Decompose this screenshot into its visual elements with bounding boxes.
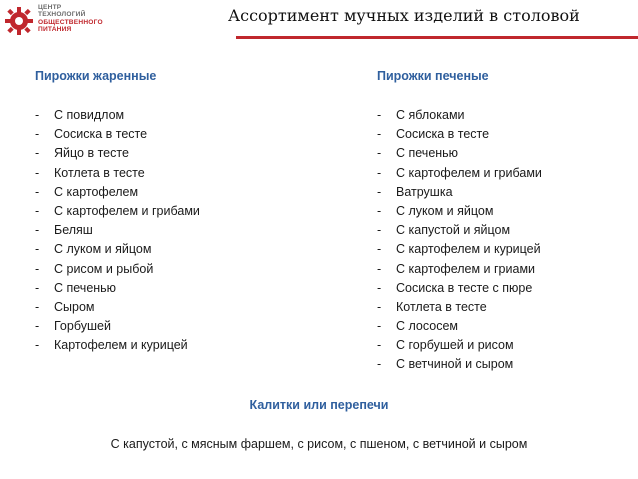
list-item-text: С горбушей и рисом bbox=[396, 338, 514, 353]
list-item bbox=[377, 106, 542, 125]
list-item-text: С печенью bbox=[54, 280, 117, 295]
list-dash: - bbox=[377, 242, 382, 257]
list-item bbox=[377, 221, 542, 240]
list-item bbox=[377, 144, 542, 163]
list-item-text: С картофелем bbox=[54, 184, 139, 199]
list-item bbox=[35, 298, 200, 317]
list-item bbox=[377, 125, 542, 144]
list-item-text: С печенью bbox=[396, 146, 459, 161]
logo bbox=[4, 2, 124, 42]
list-item bbox=[377, 183, 542, 202]
list-item-text: Картофелем и курицей bbox=[54, 338, 188, 353]
list-dash: - bbox=[377, 165, 382, 180]
list-dash: - bbox=[35, 280, 40, 295]
list-item bbox=[35, 164, 200, 183]
list-item bbox=[35, 183, 200, 202]
list-dash: - bbox=[35, 319, 40, 334]
page-title: Ассортимент мучных изделий в столовой bbox=[228, 6, 580, 25]
list-item-text: С капустой и яйцом bbox=[396, 223, 511, 238]
list-dash: - bbox=[377, 184, 382, 199]
list-item bbox=[35, 260, 200, 279]
logo-text bbox=[38, 4, 103, 34]
list-dash: - bbox=[35, 299, 40, 314]
list-item-text: Котлета в тесте bbox=[396, 299, 487, 314]
list-dash: - bbox=[377, 357, 382, 372]
list-item-text: С луком и яйцом bbox=[54, 242, 152, 257]
list-item-text: Яйцо в тесте bbox=[54, 146, 129, 161]
logo-line-2: ТЕХНОЛОГИЙ bbox=[38, 11, 86, 19]
list-item bbox=[35, 221, 200, 240]
list-item bbox=[35, 317, 200, 336]
kalitki-heading: Калитки или перепечи bbox=[249, 398, 389, 412]
list-item bbox=[35, 106, 200, 125]
list-dash: - bbox=[35, 338, 40, 353]
list-dash: - bbox=[35, 203, 40, 218]
list-dash: - bbox=[377, 299, 382, 314]
baked-pies-heading: Пирожки печеные bbox=[377, 69, 489, 83]
list-item bbox=[35, 202, 200, 221]
list-item-text: Беляш bbox=[54, 223, 93, 238]
list-item bbox=[377, 202, 542, 221]
logo-line-1: ЦЕНТР bbox=[38, 4, 62, 11]
baked-pies-list bbox=[377, 106, 542, 375]
list-item bbox=[377, 164, 542, 183]
list-item bbox=[35, 240, 200, 259]
list-item-text: С картофелем и грибами bbox=[396, 165, 542, 180]
list-item-text: С рисом и рыбой bbox=[54, 261, 154, 276]
list-dash: - bbox=[377, 261, 382, 276]
list-item-text: Сосиска в тесте bbox=[396, 127, 490, 142]
list-dash: - bbox=[35, 261, 40, 276]
list-item bbox=[35, 144, 200, 163]
list-item-text: Ватрушка bbox=[396, 184, 453, 199]
list-item-text: С лососем bbox=[396, 319, 459, 334]
list-dash: - bbox=[35, 146, 40, 161]
fried-pies-column bbox=[35, 68, 200, 355]
list-dash: - bbox=[35, 242, 40, 257]
list-dash: - bbox=[35, 108, 40, 122]
list-dash: - bbox=[377, 108, 382, 122]
list-dash: - bbox=[377, 319, 382, 334]
list-item bbox=[35, 125, 200, 144]
gear-logo-icon bbox=[4, 4, 34, 38]
list-item-text: С яблоками bbox=[396, 108, 465, 122]
list-dash: - bbox=[377, 127, 382, 142]
list-item-text: С картофелем и курицей bbox=[396, 242, 541, 257]
list-item bbox=[35, 279, 200, 298]
list-item bbox=[377, 355, 542, 374]
list-item bbox=[377, 317, 542, 336]
list-item bbox=[377, 279, 542, 298]
title-underline bbox=[236, 36, 638, 39]
list-dash: - bbox=[377, 146, 382, 161]
logo-line-4: ПИТАНИЯ bbox=[38, 26, 72, 34]
list-dash: - bbox=[35, 165, 40, 180]
list-dash: - bbox=[35, 127, 40, 142]
list-item-text: С картофелем и грибами bbox=[54, 203, 200, 218]
list-item-text: Котлета в тесте bbox=[54, 165, 145, 180]
list-dash: - bbox=[377, 203, 382, 218]
list-item-text: Сосиска в тесте bbox=[54, 127, 148, 142]
list-item bbox=[377, 260, 542, 279]
list-item-text: С картофелем и гриами bbox=[396, 261, 536, 276]
list-item-text: Сыром bbox=[54, 299, 95, 314]
kalitki-fillings: С капустой, с мясным фаршем, с рисом, с пшеном, с ветчиной и сыром bbox=[110, 437, 528, 451]
logo-line-3: ОБЩЕСТВЕННОГО bbox=[38, 18, 103, 26]
list-dash: - bbox=[377, 280, 382, 295]
list-item-text: С повидлом bbox=[54, 108, 125, 122]
fried-pies-heading: Пирожки жаренные bbox=[35, 69, 157, 83]
list-item bbox=[35, 336, 200, 355]
list-dash: - bbox=[35, 223, 40, 238]
list-item-text: Горбушей bbox=[54, 319, 111, 334]
list-item bbox=[377, 336, 542, 355]
baked-pies-column bbox=[377, 68, 542, 375]
list-dash: - bbox=[377, 338, 382, 353]
list-item-text: С ветчиной и сыром bbox=[396, 357, 514, 372]
fried-pies-list bbox=[35, 106, 200, 355]
list-item-text: С луком и яйцом bbox=[396, 203, 494, 218]
list-dash: - bbox=[35, 184, 40, 199]
list-dash: - bbox=[377, 223, 382, 238]
list-item bbox=[377, 298, 542, 317]
list-item-text: Сосиска в тесте с пюре bbox=[396, 280, 533, 295]
list-item bbox=[377, 240, 542, 259]
